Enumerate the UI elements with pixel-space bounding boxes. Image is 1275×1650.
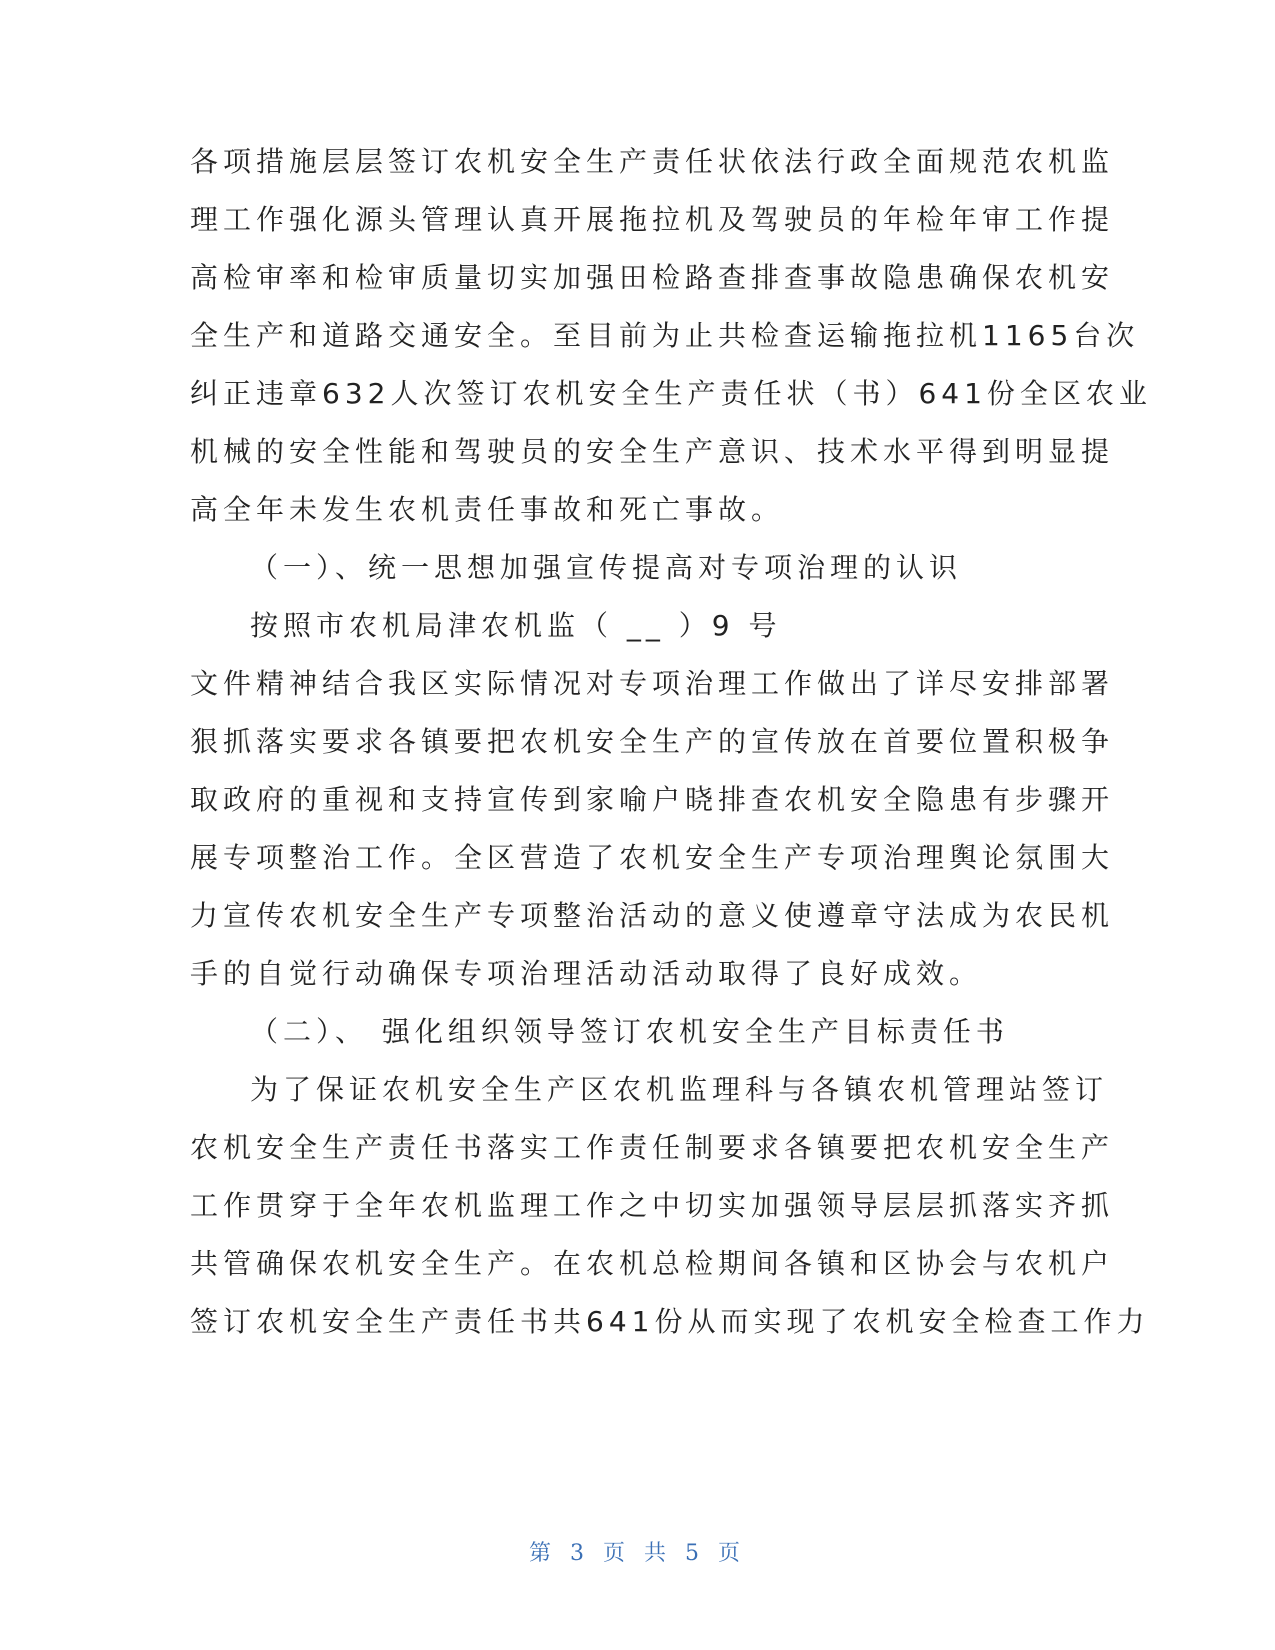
body-line-1: 各项措施层层签订农机安全生产责任状依法行政全面规范农机监 xyxy=(190,145,1115,178)
body-line-19: 工作贯穿于全年农机监理工作之中切实加强领导层层抓落实齐抓 xyxy=(190,1189,1115,1222)
body-line-14: 力宣传农机安全生产专项整治活动的意义使遵章守法成为农民机 xyxy=(190,899,1115,932)
body-line-7: 高全年未发生农机责任事故和死亡事故。 xyxy=(190,493,785,526)
body-line-13: 展专项整治工作。全区营造了农机安全生产专项治理舆论氛围大 xyxy=(190,841,1115,874)
page-number-footer: 第 3 页 共 5 页 xyxy=(529,1541,746,1566)
body-line-15: 手的自觉行动确保专项治理活动活动取得了良好成效。 xyxy=(190,957,983,990)
section-heading-2: （二）、 强化组织领导签订农机安全生产目标责任书 xyxy=(250,1015,1009,1048)
body-line-12: 取政府的重视和支持宣传到家喻户晓排查农机安全隐患有步骤开 xyxy=(190,783,1115,816)
body-line-2: 理工作强化源头管理认真开展拖拉机及驾驶员的年检年审工作提 xyxy=(190,203,1115,236)
body-line-21: 签订农机安全生产责任书共641份从而实现了农机安全检查工作力 xyxy=(190,1305,1150,1338)
body-line-4: 全生产和道路交通安全。至目前为止共检查运输拖拉机1165台次 xyxy=(190,319,1140,352)
body-line-3: 高检审率和检审质量切实加强田检路查排查事故隐患确保农机安 xyxy=(190,261,1115,294)
body-line-10: 文件精神结合我区实际情况对专项治理工作做出了详尽安排部署 xyxy=(190,667,1115,700)
body-line-20: 共管确保农机安全生产。在农机总检期间各镇和区协会与农机户 xyxy=(190,1247,1115,1280)
body-line-11: 狠抓落实要求各镇要把农机安全生产的宣传放在首要位置积极争 xyxy=(190,725,1115,758)
body-line-17: 为了保证农机安全生产区农机监理科与各镇农机管理站签订 xyxy=(250,1073,1109,1106)
body-line-5: 纠正违章632人次签订农机安全生产责任状（书）641份全区农业 xyxy=(190,377,1152,410)
body-line-9: 按照市农机局津农机监（ __ ）9 号 xyxy=(250,609,782,642)
body-line-18: 农机安全生产责任书落实工作责任制要求各镇要把农机安全生产 xyxy=(190,1131,1115,1164)
section-heading-1: （一）、统一思想加强宣传提高对专项治理的认识 xyxy=(250,551,963,584)
body-line-6: 机械的安全性能和驾驶员的安全生产意识、技术水平得到明显提 xyxy=(190,435,1115,468)
